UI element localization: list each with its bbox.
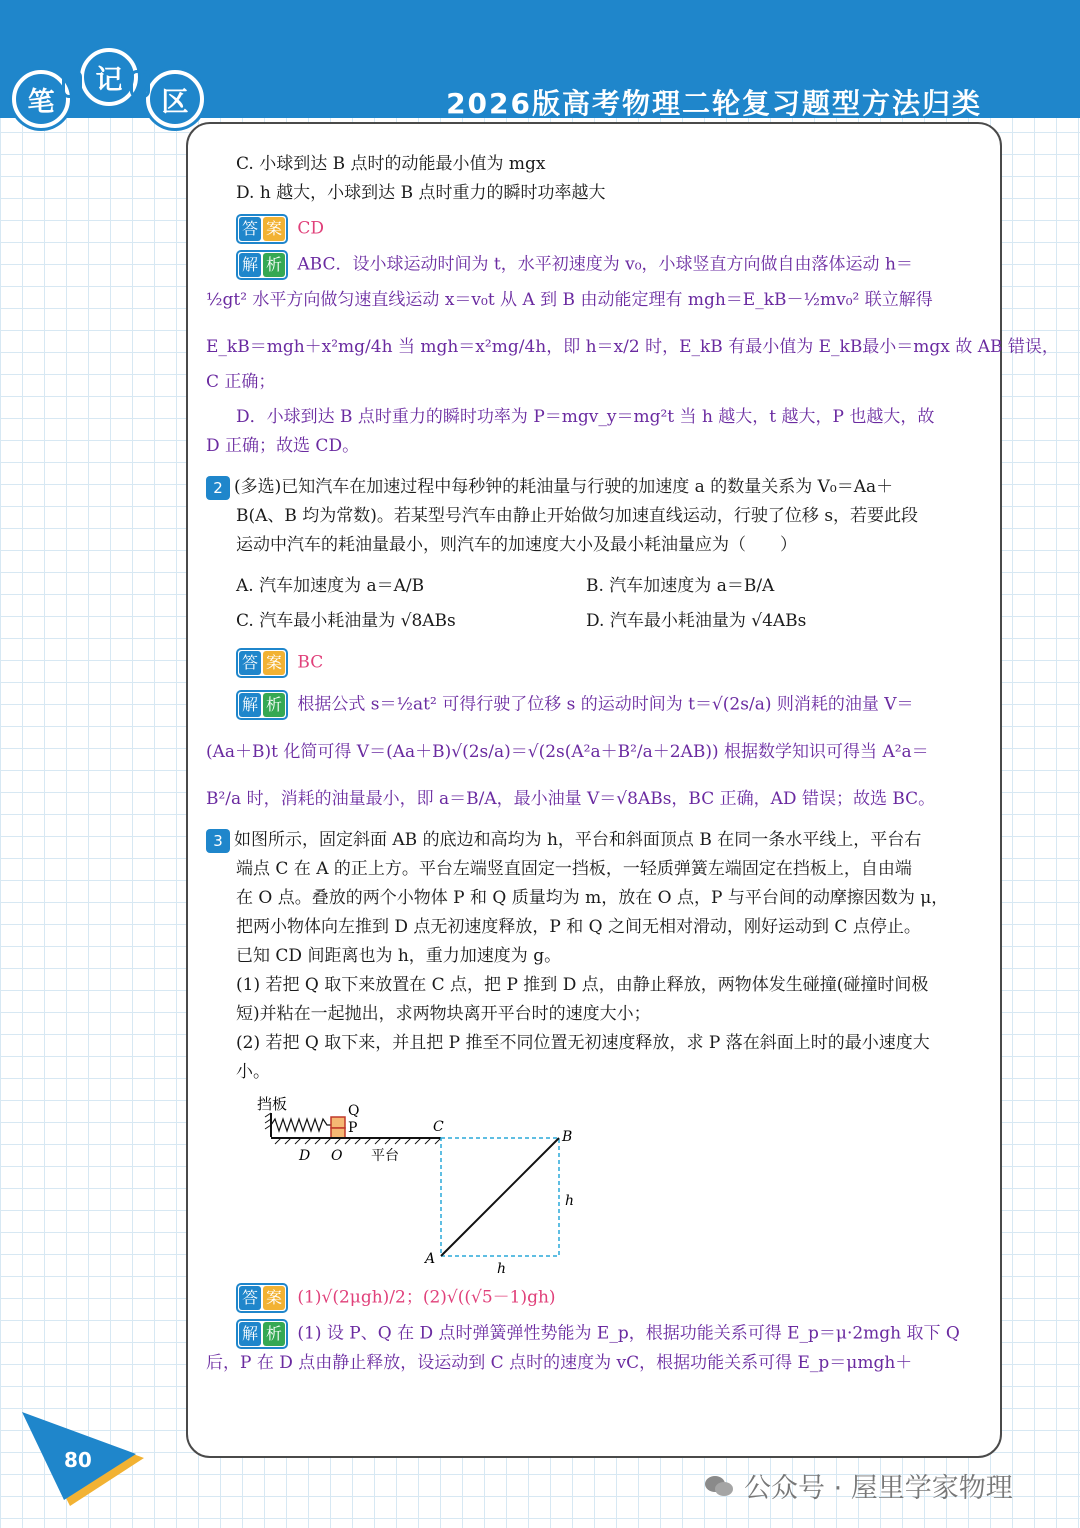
q2-option-c: C. 汽车最小耗油量为 √8ABs bbox=[236, 611, 456, 631]
header-badge-qu: 区 bbox=[146, 70, 204, 128]
analysis-tag-icon: 解 析 bbox=[236, 250, 288, 280]
wechat-icon bbox=[704, 1474, 734, 1498]
q2-number: 2 bbox=[206, 476, 230, 500]
watermark bbox=[704, 1466, 1013, 1505]
label-platform: 平台 bbox=[371, 1148, 399, 1164]
q3-answer-value: (1)√(2μgh)/2；(2)√((√5－1)gh) bbox=[297, 1287, 556, 1308]
q3-stem-line: (2) 若把 Q 取下来，并且把 P 推至不同位置无初速度释放，求 P 落在斜面上时的最小速度大 bbox=[236, 1033, 930, 1053]
q1-analysis-line: ½gt² 水平方向做匀速直线运动 x＝v₀t 从 A 到 B 由动能定理有 mgh＝E_kB－½mv₀² 联立解得 bbox=[206, 290, 933, 310]
q1-answer bbox=[206, 214, 976, 244]
spring bbox=[271, 1119, 331, 1131]
q2-answer bbox=[206, 648, 976, 678]
q3-analysis-line: 后，P 在 D 点由静止释放，设运动到 C 点时的速度为 vC，根据功能关系可得 E_p＝μmgh＋ bbox=[206, 1353, 913, 1373]
q3-stem-line: 端点 C 在 A 的正上方。平台左端竖直固定一挡板，一轻质弹簧左端固定在挡板上，自由端 bbox=[236, 859, 912, 879]
q3-stem-line: 已知 CD 间距离也为 h，重力加速度为 g。 bbox=[236, 946, 562, 966]
analysis-tag-icon: 解 析 bbox=[236, 1319, 288, 1349]
q1-analysis-line: 解 析 ABC．设小球运动时间为 t，水平初速度为 v₀，小球竖直方向做自由落体运动 h＝ bbox=[206, 250, 976, 280]
q3-answer bbox=[206, 1283, 976, 1313]
watermark-text: 公众号 · 屋里学家物理 bbox=[744, 1473, 1013, 1504]
label-p: P bbox=[348, 1120, 358, 1136]
book-title: 2026版高考物理二轮复习题型方法归类 bbox=[446, 87, 982, 120]
header-badge-bi: 笔 bbox=[12, 70, 70, 128]
answer-tag-icon: 答 案 bbox=[236, 648, 288, 678]
label-c: C bbox=[433, 1119, 444, 1135]
label-o: O bbox=[331, 1148, 343, 1164]
q3-stem-line: (1) 若把 Q 取下来放置在 C 点，把 P 推到 D 点，由静止释放，两物体发生碰撞(碰撞时间极 bbox=[236, 975, 929, 995]
q3-diagram bbox=[251, 1087, 591, 1277]
header-badge-ji: 记 bbox=[80, 48, 138, 106]
q2-analysis-line: B²/a 时，消耗的油量最小，即 a＝B/A，最小油量 V＝√8ABs，BC 正确，AD 错误；故选 BC。 bbox=[206, 789, 936, 809]
q3-analysis-line: 解 析 (1) 设 P、Q 在 D 点时弹簧弹性势能为 E_p，根据功能关系可得 E_p＝μ·2mgh 取下 Q bbox=[206, 1319, 976, 1349]
q2-stem-line: 2 (多选)已知汽车在加速过程中每秒钟的耗油量与行驶的加速度 a 的数量关系为 V₀＝Aa＋ bbox=[206, 473, 976, 502]
q2-options-row bbox=[206, 572, 976, 601]
binder-ring-icon bbox=[62, 70, 82, 98]
label-q: Q bbox=[348, 1103, 360, 1119]
q3-stem-line: 把两小物体向左推到 D 点无初速度释放，P 和 Q 之间无相对滑动，刚好运动到 C 点停止。 bbox=[236, 917, 921, 937]
analysis-tag-icon: 解 析 bbox=[236, 690, 288, 720]
q1-analysis-line: C 正确； bbox=[206, 372, 276, 392]
block-q bbox=[331, 1117, 345, 1128]
q2-option-d: D. 汽车最小耗油量为 √4ABs bbox=[586, 611, 807, 631]
q3-stem-line: 在 O 点。叠放的两个小物体 P 和 Q 质量均为 m，放在 O 点，P 与平台间的动摩擦因数为 μ， bbox=[236, 888, 949, 908]
block-p bbox=[331, 1128, 345, 1138]
label-a: A bbox=[425, 1251, 436, 1267]
q3-number: 3 bbox=[206, 829, 230, 853]
q3-figure bbox=[251, 1087, 591, 1277]
label-h-bottom: h bbox=[497, 1261, 507, 1277]
label-baffle: 挡板 bbox=[257, 1095, 288, 1113]
q2-answer-value: BC bbox=[297, 652, 324, 673]
label-d: D bbox=[299, 1148, 311, 1164]
label-b: B bbox=[562, 1129, 573, 1145]
q1-analysis-line: E_kB＝mgh＋x²mg/4h 当 mgh＝x²mg/4h，即 h＝x/2 时，E_kB 有最小值为 E_kB最小＝mgx 故 AB 错误， bbox=[206, 337, 1059, 357]
q1-analysis-line: D 正确；故选 CD。 bbox=[206, 436, 360, 456]
q1-analysis-line: D．小球到达 B 点时重力的瞬时功率为 P＝mgv_y＝mg²t 当 h 越大，t 越大，P 也越大，故 bbox=[236, 407, 935, 427]
q2-stem-line: 运动中汽车的耗油量最小，则汽车的加速度大小及最小耗油量应为（ ） bbox=[236, 535, 797, 555]
q1-option-d: D. h 越大，小球到达 B 点时重力的瞬时功率越大 bbox=[236, 183, 606, 203]
label-h-side: h bbox=[565, 1193, 575, 1209]
page-content bbox=[206, 150, 1059, 1378]
q2-analysis-line: (Aa＋B)t 化简可得 V＝(Aa＋B)√(2s/a)＝√(2s(A²a＋B²/a＋2AB)) 根据数学知识可得当 A²a＝ bbox=[206, 742, 929, 762]
q2-options-row bbox=[206, 607, 976, 636]
answer-tag-icon: 答 案 bbox=[236, 1283, 288, 1313]
q2-option-a: A. 汽车加速度为 a＝A/B bbox=[236, 576, 425, 596]
q2-analysis-line: 解 析 根据公式 s＝½at² 可得行驶了位移 s 的运动时间为 t＝√(2s/a) 则消耗的油量 V＝ bbox=[206, 690, 976, 720]
q2-stem-line: B(A、B 均为常数)。若某型号汽车由静止开始做匀加速直线运动，行驶了位移 s，若要此段 bbox=[236, 506, 919, 526]
q1-answer-value: CD bbox=[297, 218, 325, 239]
q1-option-c: C. 小球到达 B 点时的动能最小值为 mgx bbox=[236, 154, 546, 174]
q3-stem-line: 小。 bbox=[236, 1062, 270, 1082]
answer-tag-icon: 答 案 bbox=[236, 214, 288, 244]
q3-stem-line: 3 如图所示，固定斜面 AB 的底边和高均为 h，平台和斜面顶点 B 在同一条水平线上，平台右 bbox=[206, 826, 976, 855]
page-number: 80 bbox=[64, 1448, 92, 1472]
incline-ab bbox=[441, 1138, 559, 1256]
q2-option-b: B. 汽车加速度为 a＝B/A bbox=[586, 576, 775, 596]
binder-ring-icon bbox=[130, 70, 150, 98]
q3-stem-line: 短)并粘在一起抛出，求两物块离开平台时的速度大小； bbox=[236, 1004, 651, 1024]
